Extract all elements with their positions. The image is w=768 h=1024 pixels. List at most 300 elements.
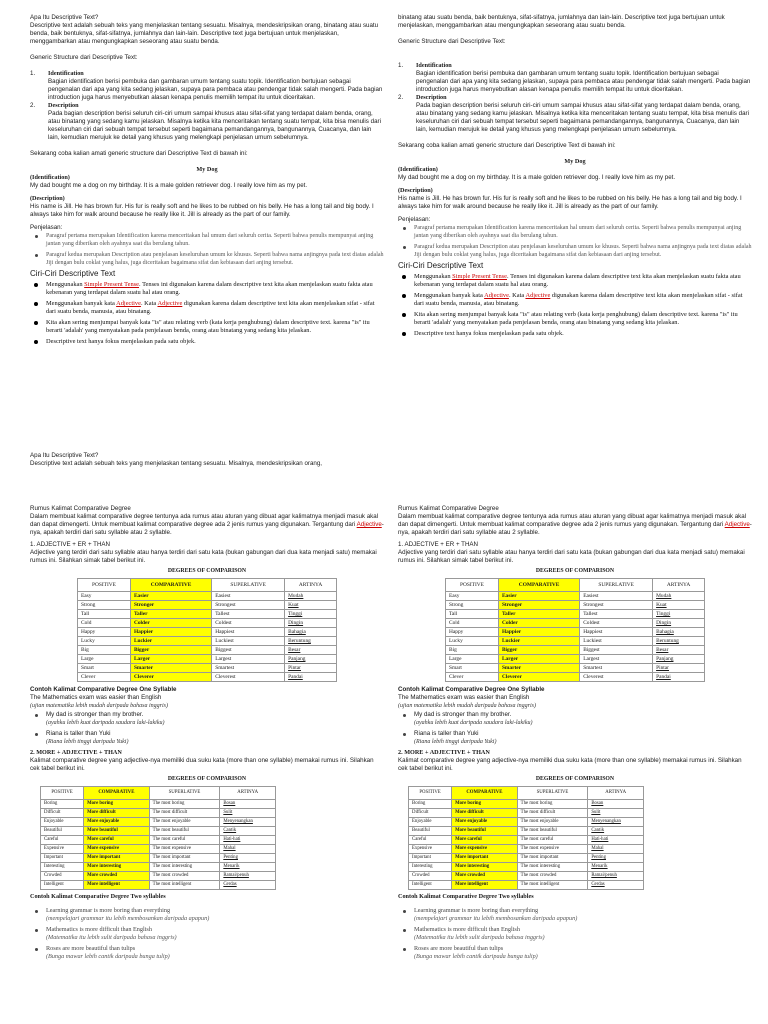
artinya-cell: Penting (220, 854, 276, 863)
positive-cell: Easy (446, 592, 499, 601)
artinya-cell: Beruntung (285, 637, 337, 646)
comparative-cell: Cleverer (498, 673, 579, 682)
superlative-cell: The most enjoyable (149, 818, 220, 827)
ciri-list (398, 273, 752, 338)
table1-caption: DEGREES OF COMPARISON (535, 568, 615, 574)
table-row (409, 836, 644, 845)
superlative-cell: The most important (517, 854, 588, 863)
ex2-item: Mathematics is more difficult than English (Matematika itu lebih sulit daripada bahasa inggris) (30, 926, 384, 942)
table-row (409, 809, 644, 818)
comparative-cell: More difficult (84, 809, 150, 818)
table-row (409, 854, 644, 863)
comparative-cell: Stronger (130, 601, 211, 610)
comparative-cell: Colder (130, 619, 211, 628)
comparative-cell: Happier (130, 628, 211, 637)
artinya-cell: Dingin (653, 619, 705, 628)
q-title: Apa Itu Descriptive Text? (30, 452, 99, 459)
artinya-cell: Mahal (220, 845, 276, 854)
table-row (41, 836, 276, 845)
comparative-cell: Bigger (498, 646, 579, 655)
superlative-cell: The most intelligent (517, 881, 588, 890)
positive-cell: Strong (78, 601, 131, 610)
col-comparative: COMPARATIVE (452, 787, 518, 800)
superlative-cell: Cleverest (212, 673, 285, 682)
comparative-cell: More enjoyable (452, 818, 518, 827)
ex1-item: My dad is stronger than my brother. (ayahku lebih kuat daripada saudara laki-lakiku) (398, 711, 752, 727)
table-row (78, 646, 337, 655)
superlative-cell: Easiest (212, 592, 285, 601)
table-row (409, 818, 644, 827)
penjelasan-item: Paragraf kedua merupakan Description atau penjelasan keseluruhan umum ke khusus. Seperti bahwa nama anjingnya pada text diatas adalah Jiji dengan bulu coklat yang halus, juga diceritakan bagaimana sifat dan kebiasaan dari anjing tersebut. (30, 251, 384, 267)
artinya-cell: Panjang (285, 655, 337, 664)
superlative-cell: The most interesting (517, 863, 588, 872)
example-intro: Sekarang coba kalian amati generic structure dari Descriptive Text di bawah ini: (30, 150, 248, 157)
adjective-link[interactable]: Adjective (724, 521, 750, 528)
superlative-cell: Biggest (580, 646, 653, 655)
comparative-cell: Easier (498, 592, 579, 601)
col-artinya: ARTINYA (285, 579, 337, 592)
positive-cell: Expensive (409, 845, 452, 854)
col-superlative: SUPERLATIVE (580, 579, 653, 592)
table-row (78, 610, 337, 619)
artinya-cell: Menyenangkan (220, 818, 276, 827)
comparative-cell: More boring (84, 800, 150, 809)
penjelasan-item: Paragraf kedua merupakan Description atau penjelasan keseluruhan umum ke khusus. Seperti bahwa nama anjingnya pada text diatas adalah Jiji dengan bulu coklat yang halus, juga diceritakan bagaimana sifat dan kebiasaan dari anjing tersebut. (398, 243, 752, 259)
ciri-item: Menggunakan Simple Present Tense. Tenses ini digunakan karena dalam descriptive text kita akan menjelaskan suatu fakta atau kebenaran yang terdapat dalam suatu hal atau orang. (30, 281, 384, 297)
artinya-cell: Beruntung (653, 637, 705, 646)
table-row (78, 637, 337, 646)
table-row (78, 592, 337, 601)
s1-body: Adjective yang terdiri dari satu syllable atau hanya terdiri dari satu kata (bukan gabungan dari dua kata menjadi satu) memakai rumus ini. Silahkan simak tabel berikut ini. (30, 549, 377, 564)
superlative-cell: The most careful (149, 836, 220, 845)
table-row (446, 592, 705, 601)
artinya-cell: Panjang (653, 655, 705, 664)
superlative-cell: Largest (580, 655, 653, 664)
structure-list (398, 62, 752, 134)
comparison-table-2 (408, 786, 644, 890)
s1-title: 1. ADJECTIVE + ER + THAN (30, 541, 111, 548)
superlative-cell: The most expensive (517, 845, 588, 854)
col-superlative: SUPERLATIVE (149, 787, 220, 800)
table-row (409, 800, 644, 809)
structure-list (30, 70, 384, 142)
structure-item: 1. Identification Bagian identification berisi pembuka dan gambaran umum tentang suatu topik. Identification bertujuan sebagai pengenalan dari apa yang kita sedang jelaskan, supaya para pembaca atau pendengar tidak salah mengerti. Pada bagian introduction juga harus menyebutkan alasan kenapa penulis memilih tempat itu untuk diceritakan. (398, 62, 751, 93)
ex2-title: Contoh Kalimat Comparative Degree Two syllables (30, 893, 166, 900)
positive-cell: Careful (41, 836, 84, 845)
table-row (446, 637, 705, 646)
comparative-cell: Luckier (130, 637, 211, 646)
ciri-item: Menggunakan Simple Present Tense. Tenses ini digunakan karena dalam descriptive text kita akan menjelaskan suatu fakta atau kebenaran yang terdapat dalam suatu hal atau orang. (398, 273, 752, 289)
comparative-cell: More important (452, 854, 518, 863)
table2-caption: DEGREES OF COMPARISON (167, 776, 247, 782)
table-row (41, 863, 276, 872)
table-row (41, 845, 276, 854)
positive-cell: Important (41, 854, 84, 863)
artinya-cell: Bosan (220, 800, 276, 809)
artinya-cell: Pandai (285, 673, 337, 682)
superlative-cell: Easiest (580, 592, 653, 601)
superlative-cell: Cleverest (580, 673, 653, 682)
artinya-cell: Hati-hati (588, 836, 644, 845)
positive-cell: Boring (41, 800, 84, 809)
positive-cell: Smart (446, 664, 499, 673)
superlative-cell: Coldest (580, 619, 653, 628)
table-row (446, 646, 705, 655)
comparative-cell: More crowded (84, 872, 150, 881)
positive-cell: Crowded (41, 872, 84, 881)
col-comparative: COMPARATIVE (130, 579, 211, 592)
simple-present-link[interactable]: Simple Present Tense (84, 281, 139, 288)
col-positive: POSITIVE (41, 787, 84, 800)
positive-cell: Large (446, 655, 499, 664)
col-artinya: ARTINYA (220, 787, 276, 800)
col-positive: POSITIVE (409, 787, 452, 800)
simple-present-link[interactable]: Simple Present Tense (452, 273, 507, 280)
descriptive-text-snippet (30, 452, 384, 468)
ex1-list (398, 711, 752, 746)
comparative-cell: More boring (452, 800, 518, 809)
table-row (41, 881, 276, 890)
ciri-item: Kita akan sering menjumpai banyak kata "is" atau relating verb (kata kerja penghubung) dalam descriptive text. karena "is" itu berarti 'adalah' yang menyatakan pada penjelasan benda, orang atau binatang yang sedang kita jelaskan. (398, 311, 752, 327)
comparative-cell: Smarter (498, 664, 579, 673)
ex1-title: Contoh Kalimat Comparative Degree One Syllable (398, 686, 545, 693)
superlative-cell: Biggest (212, 646, 285, 655)
artinya-cell: Menyenangkan (588, 818, 644, 827)
comparative-cell: More intelligent (84, 881, 150, 890)
artinya-cell: Cantik (220, 827, 276, 836)
col-comparative: COMPARATIVE (498, 579, 579, 592)
positive-cell: Lucky (446, 637, 499, 646)
superlative-cell: The most crowded (517, 872, 588, 881)
s1-title: 1. ADJECTIVE + ER + THAN (398, 541, 479, 548)
adjective-link[interactable]: Adjective (116, 300, 141, 307)
desc-text: His name is Jill. He has brown fur. His fur is really soft and he likes to be rubbed on his belly. He has a long tail and big body. I always take him for walk around because he really like it. Jill is already as the part of our family. (30, 203, 374, 218)
rumus-body: Dalam membuat kalimat comparative degree tentunya ada rumus atau aturan yang dibuat agar kalimatnya menjadi masuk akal dan dapat dimengerti. Untuk membuat kalimat comparative degree ada 2 jenis rumus yang digunakan. Tergantung dari Adjective-nya, apakah terdiri dari satu syllable atau 2 syllable. (30, 513, 384, 536)
table-row (78, 601, 337, 610)
superlative-cell: The most careful (517, 836, 588, 845)
superlative-cell: Strongest (212, 601, 285, 610)
superlative-cell: The most difficult (517, 809, 588, 818)
superlative-cell: The most enjoyable (517, 818, 588, 827)
table-row (78, 655, 337, 664)
positive-cell: Beautiful (41, 827, 84, 836)
superlative-cell: The most intelligent (149, 881, 220, 890)
positive-cell: Lucky (78, 637, 131, 646)
table-row (409, 827, 644, 836)
comparative-cell: Taller (498, 610, 579, 619)
table-row (446, 628, 705, 637)
ex1-lead: The Mathematics exam was easier than English (398, 694, 530, 701)
rumus-body: Dalam membuat kalimat comparative degree tentunya ada rumus atau aturan yang dibuat agar kalimatnya menjadi masuk akal dan dapat dimengerti. Untuk membuat kalimat comparative degree ada 2 jenis rumus yang digunakan. Tergantung dari Adjective-nya, apakah terdiri dari satu syllable atau 2 syllable. (398, 513, 752, 536)
positive-cell: Cold (78, 619, 131, 628)
superlative-cell: Luckiest (580, 637, 653, 646)
table-row (78, 664, 337, 673)
positive-cell: Happy (78, 628, 131, 637)
superlative-cell: The most boring (517, 800, 588, 809)
artinya-cell: Cantik (588, 827, 644, 836)
positive-cell: Clever (446, 673, 499, 682)
comparative-cell: Easier (130, 592, 211, 601)
superlative-cell: The most important (149, 854, 220, 863)
q-title: Apa Itu Descriptive Text? (30, 14, 99, 21)
table-row (446, 655, 705, 664)
ident-text: My dad bought me a dog on my birthday. It is a male golden retriever dog. I really love him as my pet. (398, 174, 676, 181)
comparative-cell: Luckier (498, 637, 579, 646)
artinya-cell: Pintar (285, 664, 337, 673)
ex2-title: Contoh Kalimat Comparative Degree Two syllables (398, 893, 534, 900)
ex1-item: My dad is stronger than my brother. (ayahku lebih kuat daripada saudara laki-lakiku) (30, 711, 384, 727)
artinya-cell: Pintar (653, 664, 705, 673)
positive-cell: Difficult (409, 809, 452, 818)
ident-text: My dad bought me a dog on my birthday. It is a male golden retriever dog. I really love him as my pet. (30, 182, 308, 189)
table-row (446, 673, 705, 682)
comparative-cell: More expensive (84, 845, 150, 854)
positive-cell: Boring (409, 800, 452, 809)
artinya-cell: Mahal (588, 845, 644, 854)
artinya-cell: Tinggi (653, 610, 705, 619)
positive-cell: Happy (446, 628, 499, 637)
ident-label: (Identification) (30, 174, 70, 181)
superlative-cell: Tallest (580, 610, 653, 619)
superlative-cell: The most crowded (149, 872, 220, 881)
table-row (446, 610, 705, 619)
superlative-cell: The most interesting (149, 863, 220, 872)
col-superlative: SUPERLATIVE (517, 787, 588, 800)
positive-cell: Crowded (409, 872, 452, 881)
comparison-table-2 (40, 786, 276, 890)
comparative-cell: More crowded (452, 872, 518, 881)
artinya-cell: Cerdas (588, 881, 644, 890)
adjective-link[interactable]: Adjective (157, 300, 183, 307)
penjelasan-item: Paragraf pertama merupakan Identification karena menceritakan hal umum dari seluruh cerita. Seperti bahwa penulis mempunyai anjing jantan yang diberikan oleh ayahnya saat dia berulang tahun. (30, 232, 384, 248)
artinya-cell: Hati-hati (220, 836, 276, 845)
comparative-cell: More careful (84, 836, 150, 845)
ciri-list (30, 281, 384, 346)
ciri-item: Kita akan sering menjumpai banyak kata "is" atau relating verb (kata kerja penghubung) dalam descriptive text. karena "is" itu berarti 'adalah' yang menyatakan pada penjelasan benda, orang atau binatang yang sedang kita jelaskan. (30, 319, 384, 335)
positive-cell: Interesting (409, 863, 452, 872)
positive-cell: Strong (446, 601, 499, 610)
table-row (78, 673, 337, 682)
artinya-cell: Mudah (653, 592, 705, 601)
comparative-cell: Larger (498, 655, 579, 664)
ciri-title: Ciri-Ciri Descriptive Text (398, 261, 484, 270)
ex1-item: Riana is taller than Yuki (Riana lebih tinggi daripada Yuki) (30, 730, 384, 746)
s2-body: Kalimat comparative degree yang adjective-nya memiliki dua suku kata (more than one syllable) memakai rumus ini. Silahkan cek tabel berikut ini. (30, 757, 374, 772)
comparative-left (30, 505, 384, 964)
comparative-cell: More beautiful (84, 827, 150, 836)
superlative-cell: Smartest (580, 664, 653, 673)
ex1-lead: The Mathematics exam was easier than English (30, 694, 162, 701)
artinya-cell: Sulit (220, 809, 276, 818)
comparative-cell: Smarter (130, 664, 211, 673)
structure-title: Generic Structure dari Descriptive Text: (30, 54, 138, 61)
penjelasan-title: Penjelasan: (30, 224, 63, 231)
comparative-cell: Stronger (498, 601, 579, 610)
penjelasan-title: Penjelasan: (398, 216, 431, 223)
comparative-cell: More enjoyable (84, 818, 150, 827)
col-comparative: COMPARATIVE (84, 787, 150, 800)
ciri-title: Ciri-Ciri Descriptive Text (30, 269, 116, 278)
table-row (41, 809, 276, 818)
ex2-item: Roses are more beautiful than tulips (Bunga mawar lebih cantik daripada bunga tulip) (398, 945, 752, 961)
ex1-list (30, 711, 384, 746)
artinya-cell: Bosan (588, 800, 644, 809)
positive-cell: Enjoyable (409, 818, 452, 827)
table-row (78, 619, 337, 628)
positive-cell: Important (409, 854, 452, 863)
comparative-cell: Larger (130, 655, 211, 664)
ex2-list (30, 907, 384, 961)
comparison-table-1 (445, 578, 705, 682)
table-row (409, 845, 644, 854)
rumus-title: Rumus Kalimat Comparative Degree (398, 505, 499, 512)
table-row (41, 827, 276, 836)
table-row (78, 628, 337, 637)
superlative-cell: Luckiest (212, 637, 285, 646)
ex1-lead-translation: (ujian matematika lebih mudah daripada bahasa inggris) (398, 703, 536, 709)
artinya-cell: Ramai/penuh (588, 872, 644, 881)
example-title: My Dog (564, 158, 586, 165)
ex2-item: Mathematics is more difficult than English (Matematika itu lebih sulit daripada bahasa inggris) (398, 926, 752, 942)
artinya-cell: Besar (285, 646, 337, 655)
comparative-cell: More interesting (84, 863, 150, 872)
artinya-cell: Sulit (588, 809, 644, 818)
descriptive-text-left (30, 14, 384, 349)
s2-title: 2. MORE + ADJECTIVE + THAN (30, 749, 122, 756)
comparative-cell: Bigger (130, 646, 211, 655)
adjective-link[interactable]: Adjective (525, 292, 551, 299)
q-body: Descriptive text adalah sebuah teks yang menjelaskan tentang sesuatu. Misalnya, mendeskripsikan orang, (30, 460, 323, 467)
col-artinya: ARTINYA (653, 579, 705, 592)
positive-cell: Tall (78, 610, 131, 619)
s2-title: 2. MORE + ADJECTIVE + THAN (398, 749, 490, 756)
table-row (41, 800, 276, 809)
q-body-cont: binatang atau suatu benda, baik bentuknya, sifat-sifatnya, jumlahnya dan lain-lain. Descriptive text juga bertujuan untuk menjelaskan, menggambarkan atau mengungkapkan seseorang atau suatu benda. (398, 14, 725, 29)
positive-cell: Cold (446, 619, 499, 628)
artinya-cell: Bahagia (285, 628, 337, 637)
superlative-cell: Happiest (212, 628, 285, 637)
table-row (446, 601, 705, 610)
superlative-cell: The most expensive (149, 845, 220, 854)
positive-cell: Smart (78, 664, 131, 673)
comparative-cell: Cleverer (130, 673, 211, 682)
ciri-item: Descriptive text hanya fokus menjelaskan pada satu objek. (30, 338, 384, 346)
positive-cell: Careful (409, 836, 452, 845)
ex2-item: Roses are more beautiful than tulips (Bunga mawar lebih cantik daripada bunga tulip) (30, 945, 384, 961)
table-row (446, 619, 705, 628)
penjelasan-list (30, 232, 384, 267)
positive-cell: Expensive (41, 845, 84, 854)
table-row (409, 872, 644, 881)
adjective-link[interactable]: Adjective (356, 521, 382, 528)
superlative-cell: Largest (212, 655, 285, 664)
ex1-item: Riana is taller than Yuki (Riana lebih tinggi daripada Yuki) (398, 730, 752, 746)
superlative-cell: The most beautiful (517, 827, 588, 836)
artinya-cell: Cerdas (220, 881, 276, 890)
comparative-cell: More difficult (452, 809, 518, 818)
comparative-right (398, 505, 752, 964)
superlative-cell: The most boring (149, 800, 220, 809)
structure-item: 2. Description Pada bagian description berisi seluruh ciri-ciri umum sampai khusus atau sifat-sifat yang terdapat dalam benda, orang, atau binatang yang sedang kamu jelaskan. Misalnya ketika kita menceritakan tentang suatu tempat, kita bisa menulis dari keseluruhan ciri dari sebuah tempat tersebut seperti bagaimana pemandangannya, bangunannya, Cuacanya, dan lain lain, kemudian merujuk ke detail yang khusus yang melengkapi penjelasan umum sebelumnya. (30, 102, 381, 141)
ident-label: (Identification) (398, 166, 438, 173)
comparative-cell: More intelligent (452, 881, 518, 890)
adjective-link[interactable]: Adjective (484, 292, 509, 299)
table-row (446, 664, 705, 673)
positive-cell: Beautiful (409, 827, 452, 836)
desc-text: His name is Jill. He has brown fur. His fur is really soft and he likes to be rubbed on his belly. He has a long tail and big body. I always take him for walk around because he really like it. Jill is already as the part of our family. (398, 195, 742, 210)
superlative-cell: The most beautiful (149, 827, 220, 836)
artinya-cell: Penting (588, 854, 644, 863)
s2-body: Kalimat comparative degree yang adjective-nya memiliki dua suku kata (more than one syllable) memakai rumus ini. Silahkan cek tabel berikut ini. (398, 757, 742, 772)
ex2-list (398, 907, 752, 961)
positive-cell: Large (78, 655, 131, 664)
artinya-cell: Kuat (653, 601, 705, 610)
col-positive: POSITIVE (78, 579, 131, 592)
comparative-cell: More important (84, 854, 150, 863)
positive-cell: Big (78, 646, 131, 655)
desc-label: (Description) (30, 195, 65, 202)
ex2-item: Learning grammar is more boring than everything (mempelajari grammar itu lebih membosankan daripada apapun) (398, 907, 752, 923)
artinya-cell: Besar (653, 646, 705, 655)
penjelasan-list (398, 224, 752, 259)
superlative-cell: Happiest (580, 628, 653, 637)
positive-cell: Clever (78, 673, 131, 682)
positive-cell: Interesting (41, 863, 84, 872)
s1-body: Adjective yang terdiri dari satu syllable atau hanya terdiri dari satu kata (bukan gabungan dari dua kata menjadi satu) memakai rumus ini. Silahkan simak tabel berikut ini. (398, 549, 745, 564)
comparative-cell: More careful (452, 836, 518, 845)
positive-cell: Easy (78, 592, 131, 601)
artinya-cell: Tinggi (285, 610, 337, 619)
artinya-cell: Menarik (588, 863, 644, 872)
artinya-cell: Kuat (285, 601, 337, 610)
artinya-cell: Dingin (285, 619, 337, 628)
example-title: My Dog (196, 166, 218, 173)
desc-label: (Description) (398, 187, 433, 194)
table-row (41, 854, 276, 863)
comparison-table-1 (77, 578, 337, 682)
comparative-cell: Taller (130, 610, 211, 619)
table-row (41, 818, 276, 827)
ex1-title: Contoh Kalimat Comparative Degree One Syllable (30, 686, 177, 693)
ciri-item: Menggunakan banyak kata Adjective. Kata Adjective digunakan karena dalam descriptive text kita akan menjelaskan sifat - sifat dari suatu benda, manusia, atau binatang. (398, 292, 752, 308)
q-body: Descriptive text adalah sebuah teks yang menjelaskan tentang sesuatu. Misalnya, mendeskripsikan orang, binatang atau suatu benda, baik bentuknya, sifat-sifatnya, jumlahnya dan lain-lain. Descriptive text juga bertujuan untuk menjelaskan, menggambarkan atau mengungkapkan seseorang atau suatu benda. (30, 22, 379, 45)
positive-cell: Difficult (41, 809, 84, 818)
structure-title: Generic Structure dari Descriptive Text: (398, 38, 506, 45)
superlative-cell: The most difficult (149, 809, 220, 818)
penjelasan-item: Paragraf pertama merupakan Identification karena menceritakan hal umum dari seluruh cerita. Seperti bahwa penulis mempunyai anjing jantan yang diberikan oleh ayahnya saat dia berulang tahun. (398, 224, 752, 240)
positive-cell: Tall (446, 610, 499, 619)
artinya-cell: Menarik (220, 863, 276, 872)
artinya-cell: Bahagia (653, 628, 705, 637)
positive-cell: Intelligent (41, 881, 84, 890)
superlative-cell: Smartest (212, 664, 285, 673)
ciri-item: Descriptive text hanya fokus menjelaskan pada satu objek. (398, 330, 752, 338)
ciri-item: Menggunakan banyak kata Adjective. Kata Adjective digunakan karena dalam descriptive text kita akan menjelaskan sifat - sifat dari suatu benda, manusia, atau binatang. (30, 300, 384, 316)
artinya-cell: Pandai (653, 673, 705, 682)
comparative-cell: Happier (498, 628, 579, 637)
comparative-cell: More interesting (452, 863, 518, 872)
positive-cell: Intelligent (409, 881, 452, 890)
structure-item: 1. Identification Bagian identification berisi pembuka dan gambaran umum tentang suatu topik. Identification bertujuan sebagai pengenalan dari apa yang kita sedang jelaskan, supaya para pembaca atau pendengar tidak salah mengerti. Pada bagian introduction juga harus menyebutkan alasan kenapa penulis memilih tempat itu untuk diceritakan. (30, 70, 383, 101)
example-intro: Sekarang coba kalian amati generic structure dari Descriptive Text di bawah ini: (398, 142, 616, 149)
positive-cell: Enjoyable (41, 818, 84, 827)
superlative-cell: Coldest (212, 619, 285, 628)
comparative-cell: More beautiful (452, 827, 518, 836)
comparative-cell: Colder (498, 619, 579, 628)
col-positive: POSITIVE (446, 579, 499, 592)
superlative-cell: Tallest (212, 610, 285, 619)
structure-item: 2. Description Pada bagian description berisi seluruh ciri-ciri umum sampai khusus atau sifat-sifat yang terdapat dalam benda, orang, atau binatang yang sedang kamu jelaskan. Misalnya ketika kita menceritakan tentang suatu tempat, kita bisa menulis dari keseluruhan ciri dari sebuah tempat tersebut seperti bagaimana pemandangannya, bangunannya, Cuacanya, dan lain lain, kemudian merujuk ke detail yang khusus yang melengkapi penjelasan umum sebelumnya. (398, 94, 749, 133)
